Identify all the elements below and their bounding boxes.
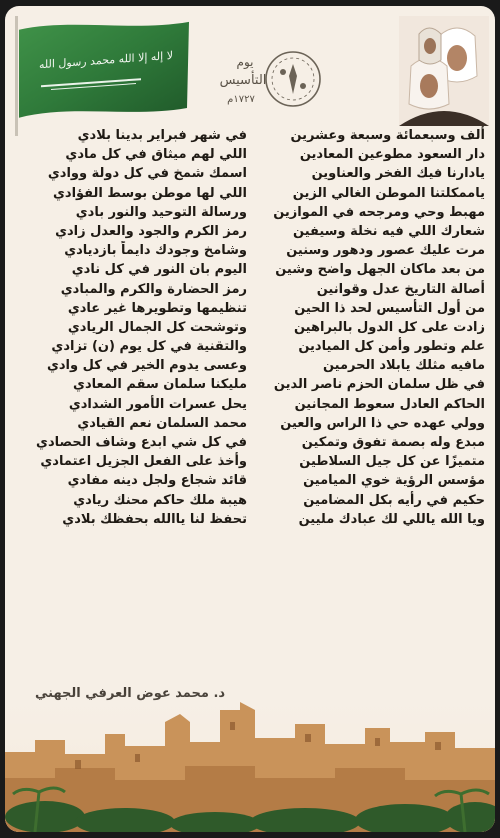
verse-line: مافيه مثلك يابلاد الحرمين: [322, 358, 485, 374]
emblem-title-line2: التأسيس: [219, 73, 267, 88]
verse-line: اللي لها موطن بوسط الفؤادي: [52, 185, 247, 201]
verse-line: علم وتطور وأمن كل الميادين: [298, 339, 485, 355]
verse-line: مليكنا سلمان سقم المعادي: [73, 377, 247, 393]
verse-line: محمد السلمان نعم القيادي: [77, 415, 247, 431]
emblem-title-line1: يوم: [236, 55, 254, 69]
verse-line: يادارنا فيك الفخر والعناوين: [311, 166, 485, 182]
poem-right-column: [253, 126, 485, 529]
verse-line: حكيم في رأيه بكل المضامين: [303, 492, 485, 508]
poem-left-column: [15, 126, 247, 529]
emblem-year: ١٧٢٧م: [227, 94, 255, 105]
diriyah-scene-image: [5, 682, 495, 832]
flag-shahada-text: لا إله إلا الله محمد رسول الله: [39, 48, 173, 72]
verse-line: من أول التأسيس لحد ذا الحين: [294, 300, 485, 316]
verse-line: متميزًا عن كل جيل السلاطين: [299, 454, 485, 470]
verse-line: من بعد ماكان الجهل واضح وشين: [275, 262, 485, 278]
verse-line: مؤسس الرؤية خوي الميامين: [303, 473, 485, 489]
verse-line: اسمك شمخ في كل دولة ووادي: [47, 166, 247, 182]
verse-line: ويا الله ياللي لك عبادك مليين: [298, 511, 485, 527]
verse-line: والتقنية في كل يوم (ن) تزادي: [51, 339, 247, 355]
verse-line: اليوم بان النور في كل نادي: [71, 262, 247, 278]
verse-line: الحاكم العادل سعوط المجانين: [294, 396, 485, 412]
verse-line: رمز الكرم والجود والعدل زادي: [55, 223, 247, 239]
verse-line: يحل عسرات الأمور الشدادي: [68, 396, 247, 412]
poster-card: [5, 6, 495, 832]
verse-line: مبدع وله بصمة تفوق وتمكين: [301, 435, 485, 450]
founding-day-emblem: [205, 44, 325, 114]
verse-line: في ظل سلمان الحزم ناصر الدين: [273, 377, 485, 393]
verse-line: ياممكلتنا الموطن الغالي الزين: [292, 185, 485, 201]
verse-line: دار السعود مطوعين المعادين: [299, 147, 485, 163]
verse-line: وتوشحت كل الجمال الريادي: [67, 319, 247, 335]
verse-line: ورسالة التوحيد والنور بادي: [75, 204, 247, 220]
poem: [15, 126, 485, 666]
verse-line: في كل شي ابدع وشاف الحصادي: [36, 435, 247, 450]
verse-line: تنظيمها وتطويرها غير عادي: [67, 300, 247, 316]
verse-line: هيبة ملك حاكم محنك ريادي: [73, 492, 247, 508]
verse-line: مرت عليك عصور ودهور وسنين: [286, 243, 485, 259]
verse-line: زادت على كل الدول بالبراهين: [293, 319, 485, 335]
verse-line: قائد شجاع ولجل دينه مفادي: [67, 473, 247, 489]
verse-line: في شهر فبراير بدينا بلادي: [77, 128, 247, 143]
verse-line: مهبط وحي ومرجحه في الموازين: [273, 204, 485, 220]
verse-line: شعارك اللي فيه نخلة وسيفين: [293, 223, 485, 239]
verse-line: وأخذ على الفعل الجزيل اعتمادي: [40, 454, 247, 470]
verse-line: تحفظ لنا ياالله بحفظك بلادي: [62, 511, 247, 527]
saudi-flag-image: [11, 14, 191, 127]
verse-line: اللي لهم ميثاق في كل مادي: [65, 147, 247, 163]
verse-line: وولي عهده حي ذا الراس والعين: [280, 415, 485, 431]
royal-portraits-image: [399, 16, 489, 126]
verse-line: رمز الحضارة والكرم والمبادي: [60, 281, 247, 297]
verse-line: ألف وسبعمائة وسبعة وعشرين: [290, 128, 485, 143]
verse-line: وعسى يدوم الخير في كل وادي: [46, 358, 247, 374]
verse-line: أصالة التاريخ عدل وقوانين: [316, 281, 485, 297]
verse-line: وشامخ وجودك دايماً بازديادي: [64, 243, 247, 259]
